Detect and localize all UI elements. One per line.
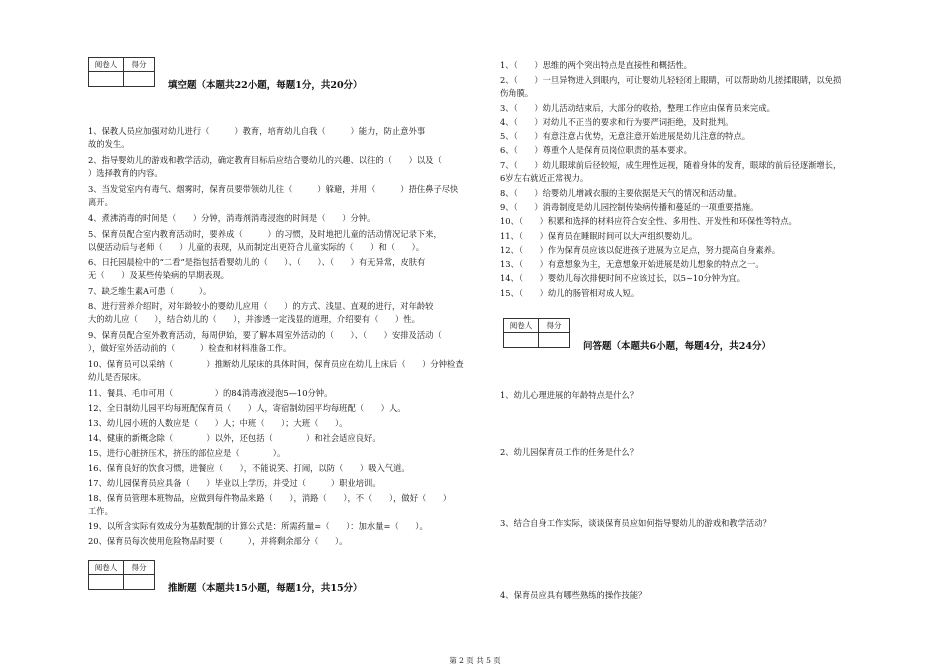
fill-line: 12、全日制幼儿园平均每班配保育员（ ）人，寄宿制幼园平均每班配（ ）人。 — [88, 403, 406, 413]
fill-line: 18、保育员管理本班物品，应做到每件物品来路（ ），消路（ ），不（ ），做好（ ） — [88, 493, 452, 503]
fill-line: 17、幼儿园保育员应具备（ ）毕业以上学历，并受过（ ）职业培训。 — [88, 478, 381, 488]
fill-line: 无（ ）及某些传染病的早期表现。 — [88, 270, 230, 280]
fill-line: 4、煮沸消毒的时间是（ ）分钟，消毒剂消毒浸泡的时间是（ ）分钟。 — [88, 213, 376, 223]
page-number: 第 2 页 共 5 页 — [449, 656, 501, 665]
fill-line: 14、健康的新概念除（ ）以外，还包括（ ）和社会适应良好。 — [88, 433, 381, 443]
fill-line: 20、保育员每次使用危险物品时要（ ），并将剩余部分（ ）。 — [88, 536, 348, 546]
judge-line: 4、（ ）对幼儿不正当的要求和行为要严词拒绝，及时批判。 — [500, 117, 734, 127]
fill-line: 大的幼儿应（ ），结合幼儿的（ ），并渗透一定浅显的道理，介绍要有（ ）性。 — [88, 314, 420, 324]
fill-line: 5、保育员配合室内教育活动时，要养成（ ）的习惯，及时地把儿童的活动情况记录下来， — [88, 229, 442, 239]
judge-line: 7、（ ）幼儿眼球前后径较短，成生理性远视，随着身体的发育，眼球的前后径逐渐增长， — [500, 160, 842, 170]
section-title-judge: 推断题（本题共15小题，每题1分，共15分） — [168, 583, 363, 594]
section-title-fill: 填空题（本题共22小题，每题1分，共20分） — [168, 80, 363, 91]
judge-line: 11、（ ）保育员在睡眠时间可以大声组织婴幼儿。 — [500, 231, 698, 241]
score-box-qa — [503, 318, 570, 348]
fill-line: 故的发生。 — [88, 139, 130, 149]
judge-line: 6、（ ）尊重个人是保育员岗位职责的基本要求。 — [500, 145, 692, 155]
fill-line: 离开。 — [88, 197, 113, 207]
fill-line: 2、指导婴幼儿的游戏和教学活动，确定教育目标后应结合婴幼儿的兴趣、以往的（ ）以及（ — [88, 155, 442, 165]
qa-question: 2、幼儿园保育员工作的任务是什么？ — [500, 447, 639, 457]
score-cell[interactable] — [124, 575, 155, 590]
fill-line: 16、保育良好的饮食习惯，进餐应（ ），不能说笑、打闹，以防（ ）吸入气道。 — [88, 463, 410, 473]
fill-line: 11、餐具、毛巾可用（ ）的84消毒液浸泡5—10分钟。 — [88, 388, 333, 398]
reviewer-label: 阅卷人 — [89, 561, 124, 575]
score-box-fill — [88, 57, 155, 87]
reviewer-cell[interactable] — [504, 333, 539, 348]
fill-line: 7、缺乏维生素A可患（ ）。 — [88, 286, 212, 296]
fill-line: 8、进行营养介绍时，对年龄较小的婴幼儿应用（ ）的方式、浅显、直观的进行，对年龄较 — [88, 301, 434, 311]
score-label: 得分 — [124, 58, 155, 72]
qa-question: 4、保育员应具有哪些熟练的操作技能？ — [500, 590, 647, 600]
score-cell[interactable] — [539, 333, 570, 348]
fill-line: 以便活动后与老师（ ）儿童的表现，从而制定出更符合儿童实际的（ ）和（ ）。 — [88, 242, 425, 252]
qa-question: 3、结合自身工作实际，谈谈保育员应如何指导婴幼儿的游戏和教学活动？ — [500, 518, 771, 528]
reviewer-cell[interactable] — [89, 72, 124, 87]
fill-line: 幼儿是否尿床。 — [88, 372, 147, 382]
score-cell[interactable] — [124, 72, 155, 87]
fill-line: ），做好室外活动前的（ ）检查和材料准备工作。 — [88, 343, 292, 353]
judge-line: 9、（ ）消毒制度是幼儿园控制传染病传播和蔓延的一项重要措施。 — [500, 202, 759, 212]
judge-line: 8、（ ）给婴幼儿增减衣服的主要依据是天气的情况和活动量。 — [500, 188, 742, 198]
fill-line: 1、保教人员应加强对幼儿进行（ ）教育，培育幼儿自我（ ）能力，防止意外事 — [88, 126, 426, 136]
fill-line: 3、当发觉室内有毒气、烟雾时，保育员要带领幼儿往（ ）躲避，并用（ ）捂住鼻子尽快 — [88, 184, 459, 194]
judge-line: 3、（ ）幼儿活动结束后，大部分的收拾，整理工作应由保育员来完成。 — [500, 103, 775, 113]
fill-line: ）选择教育的内容。 — [88, 168, 163, 178]
judge-line: 10、（ ）积累和选择的材料应符合安全性、多用性、开发性和环保性等特点。 — [500, 216, 797, 226]
reviewer-label: 阅卷人 — [89, 58, 124, 72]
fill-line: 15、进行心脏挤压术，挤压的部位应是（ ）。 — [88, 448, 286, 458]
section-title-qa: 问答题（本题共6小题，每题4分，共24分） — [583, 341, 771, 352]
fill-line: 13、幼儿园小班的人数应是（ ）人；中班（ ）；大班（ ）。 — [88, 418, 348, 428]
fill-line: 9、保育员配合室外教育活动，每周伊始，要了解本周室外活动的（ ）、（ ）安排及活动（ — [88, 330, 442, 340]
judge-line: 伤角膜。 — [500, 88, 534, 98]
score-label: 得分 — [124, 561, 155, 575]
fill-line: 工作。 — [88, 506, 113, 516]
fill-line: 19、以所含实际有效成分为基数配制的计算公式是：所需药量=（ ）：加水量=（ ）。 — [88, 521, 428, 531]
reviewer-cell[interactable] — [89, 575, 124, 590]
qa-question: 1、幼儿心理进展的年龄特点是什么？ — [500, 390, 639, 400]
score-label: 得分 — [539, 319, 570, 333]
score-box-judge — [88, 560, 155, 590]
judge-line: 13、（ ）有意想象为主，无意想象开始进展是幼儿想象的特点之一。 — [500, 259, 764, 269]
judge-line: 6岁左右就近正常视力。 — [500, 173, 589, 183]
judge-line: 5、（ ）有意注意占优势，无意注意开始进展是幼儿注意的特点。 — [500, 131, 751, 141]
judge-line: 15、（ ）幼儿的肠管相对成人短。 — [500, 288, 640, 298]
judge-line: 14、（ ）婴幼儿每次排便时间不应该过长，以5~10分钟为宜。 — [500, 273, 745, 283]
judge-line: 1、（ ）思维的两个突出特点是直接性和概括性。 — [500, 60, 692, 70]
fill-line: 6、日托园晨检中的“二看”是指包括看婴幼儿的（ ）、（ ）、（ ）有无异常，皮肤有 — [88, 257, 426, 267]
fill-line: 10、保育员可以采纳（ ）推断幼儿尿床的具体时间，保育员应在幼儿上床后（ ）分钟检查 — [88, 359, 464, 369]
judge-line: 12、（ ）作为保育员应该以促进孩子进展为立足点，努力提高自身素养。 — [500, 245, 781, 255]
judge-line: 2、（ ）一旦异物进入到眼内，可让婴幼儿轻轻闭上眼睛，可以帮助幼儿搓揉眼睛，以免损 — [500, 75, 842, 85]
reviewer-label: 阅卷人 — [504, 319, 539, 333]
